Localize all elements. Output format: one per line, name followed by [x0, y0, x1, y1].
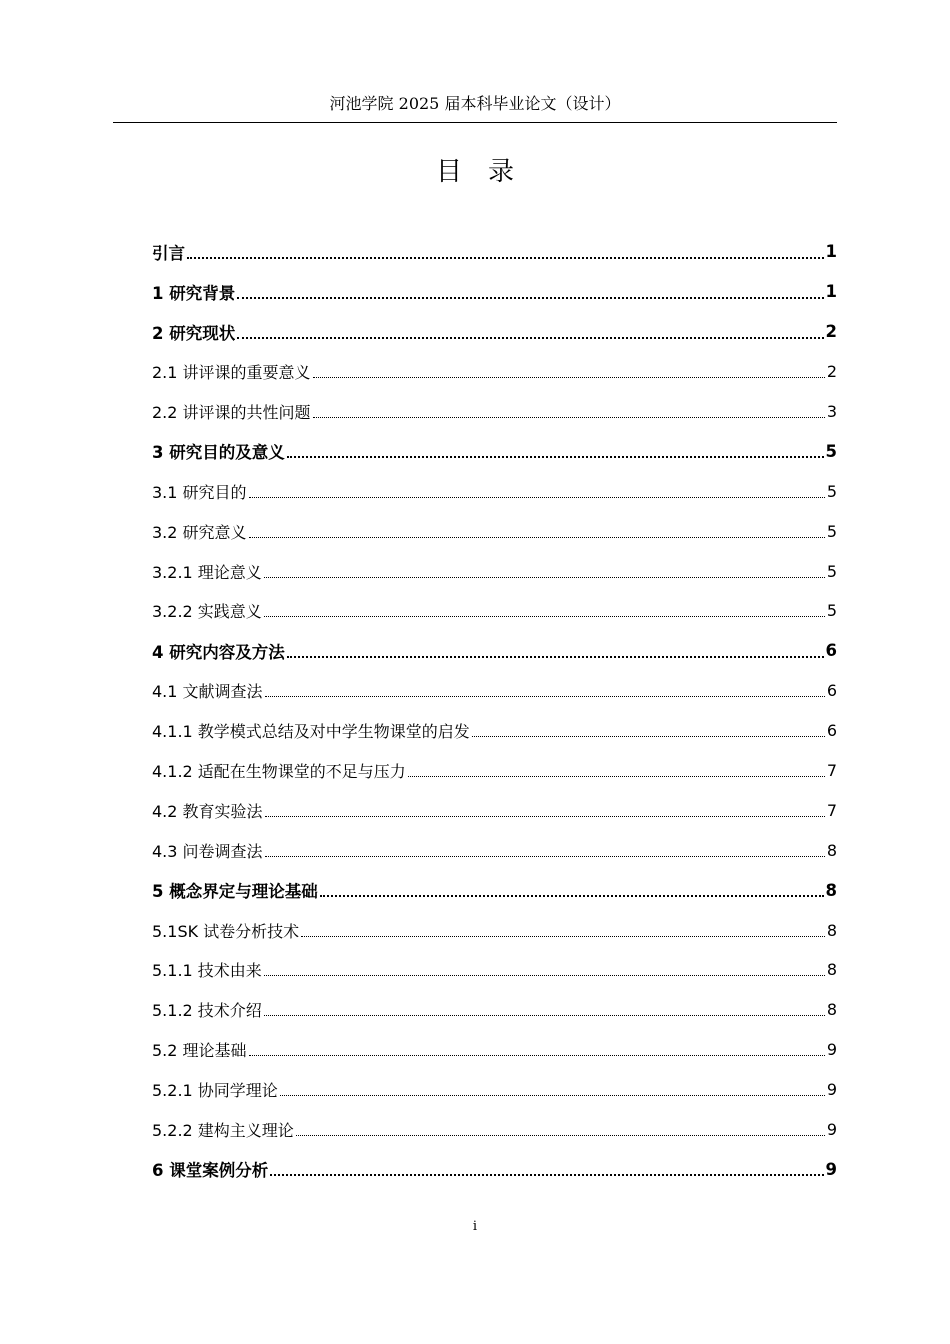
toc-entry-page: 6 — [826, 721, 837, 741]
toc-entry-page: 5 — [826, 481, 837, 501]
page-header: 河池学院 2025 届本科毕业论文（设计） — [329, 94, 621, 113]
toc-entry[interactable] — [152, 790, 837, 830]
dot-leader — [237, 297, 823, 299]
toc-entry[interactable] — [152, 910, 837, 950]
toc-entry-page: 3 — [826, 402, 837, 421]
toc-title: 目录 — [435, 157, 540, 187]
toc-entry-page: 8 — [826, 1000, 837, 1020]
toc-entry-label: 5.1.2 技术介绍 — [152, 1001, 262, 1021]
toc-entry-label: 4.3 问卷调查法 — [152, 841, 263, 861]
toc-entry[interactable] — [152, 392, 837, 432]
page-number: i — [472, 1219, 478, 1234]
dot-leader — [264, 577, 825, 578]
toc-entry-page: 1 — [825, 242, 837, 262]
dot-leader — [313, 417, 825, 418]
dot-leader — [313, 377, 825, 378]
dot-leader — [265, 696, 825, 697]
toc-entry-label: 5.2.2 建构主义理论 — [152, 1121, 294, 1141]
toc-entry-label: 4 研究内容及方法 — [152, 642, 285, 662]
toc-entry-label: 5.1.1 技术由来 — [152, 961, 262, 981]
toc-entry[interactable] — [152, 671, 837, 711]
toc-entry-page: 5 — [826, 521, 837, 541]
dot-leader — [472, 736, 825, 737]
toc-entry-label: 4.1.2 适配在生物课堂的不足与压力 — [152, 762, 406, 782]
toc-entry-page: 2 — [826, 362, 837, 382]
toc-entry-label: 3.2.2 实践意义 — [152, 602, 262, 622]
toc-entry-page: 6 — [825, 641, 837, 661]
dot-leader — [265, 816, 825, 817]
toc-entry-page: 5 — [826, 561, 837, 581]
toc-entry[interactable] — [152, 471, 837, 511]
dot-leader — [264, 1015, 825, 1016]
dot-leader — [280, 1095, 825, 1096]
toc-entry[interactable] — [152, 711, 837, 751]
toc-entry-page: 5 — [825, 441, 837, 461]
toc-entry-label: 5.2 理论基础 — [152, 1041, 247, 1061]
dot-leader — [249, 1055, 825, 1056]
toc-entry[interactable] — [152, 950, 837, 990]
toc-entry-page: 7 — [826, 761, 837, 781]
toc-entry[interactable] — [152, 990, 837, 1030]
toc-entry-page: 6 — [826, 681, 837, 701]
toc-entry-label: 3 研究目的及意义 — [152, 443, 285, 463]
dot-leader — [296, 1135, 825, 1136]
toc-entry-page: 9 — [826, 1080, 837, 1100]
toc-entry[interactable] — [152, 272, 837, 312]
toc-entry-label: 2.1 讲评课的重要意义 — [152, 363, 311, 383]
toc-entry[interactable] — [152, 232, 837, 272]
toc-entry[interactable] — [152, 870, 837, 910]
toc-entry-label: 3.2.1 理论意义 — [152, 562, 262, 582]
dot-leader — [265, 856, 825, 857]
toc-entry-label: 5 概念界定与理论基础 — [152, 882, 318, 902]
dot-leader — [237, 337, 823, 339]
dot-leader — [249, 497, 825, 498]
toc-entry-label: 5.1SK 试卷分析技术 — [152, 921, 300, 941]
toc-entry-page: 1 — [825, 282, 837, 302]
toc-entry-label: 5.2.1 协同学理论 — [152, 1081, 278, 1101]
toc-entry[interactable] — [152, 631, 837, 671]
toc-entry[interactable] — [152, 551, 837, 591]
toc-entry[interactable] — [152, 352, 837, 392]
dot-leader — [264, 616, 825, 617]
toc-entry-label: 1 研究背景 — [152, 283, 236, 303]
toc-entry-page: 5 — [826, 601, 837, 621]
toc-entry-label: 2.2 讲评课的共性问题 — [152, 403, 311, 422]
toc-entry-label: 4.1.1 教学模式总结及对中学生物课堂的启发 — [152, 722, 470, 742]
table-of-contents — [152, 232, 837, 1189]
toc-entry-label: 3.1 研究目的 — [152, 482, 247, 502]
toc-entry-page: 8 — [826, 840, 837, 860]
toc-entry[interactable] — [152, 1030, 837, 1070]
dot-leader — [187, 257, 824, 259]
header-divider — [113, 122, 837, 123]
toc-entry[interactable] — [152, 431, 837, 471]
dot-leader — [287, 456, 824, 458]
toc-entry-label: 4.1 文献调查法 — [152, 682, 263, 702]
toc-entry[interactable] — [152, 511, 837, 551]
toc-entry-page: 9 — [825, 1159, 837, 1179]
dot-leader — [270, 1174, 823, 1176]
dot-leader — [301, 936, 825, 937]
toc-entry[interactable] — [152, 312, 837, 352]
toc-entry-page: 8 — [826, 960, 837, 980]
toc-entry-label: 引言 — [152, 243, 185, 263]
dot-leader — [264, 975, 825, 976]
dot-leader — [287, 656, 824, 658]
toc-entry-page: 9 — [826, 1120, 837, 1140]
toc-entry-page: 8 — [826, 920, 837, 940]
toc-entry[interactable] — [152, 1110, 837, 1150]
toc-entry-page: 8 — [825, 880, 837, 900]
toc-entry[interactable] — [152, 1070, 837, 1110]
dot-leader — [320, 895, 824, 897]
toc-entry[interactable] — [152, 591, 837, 631]
toc-entry-label: 2 研究现状 — [152, 323, 236, 343]
toc-entry-page: 2 — [825, 322, 837, 342]
toc-entry[interactable] — [152, 830, 837, 870]
toc-entry[interactable] — [152, 751, 837, 791]
toc-entry-label: 6 课堂案例分析 — [152, 1161, 269, 1181]
dot-leader — [408, 776, 825, 777]
toc-entry-label: 4.2 教育实验法 — [152, 801, 263, 821]
toc-entry-page: 9 — [826, 1040, 837, 1060]
toc-entry-page: 7 — [826, 800, 837, 820]
toc-entry-label: 3.2 研究意义 — [152, 522, 247, 542]
dot-leader — [249, 537, 825, 538]
toc-entry[interactable] — [152, 1149, 837, 1189]
